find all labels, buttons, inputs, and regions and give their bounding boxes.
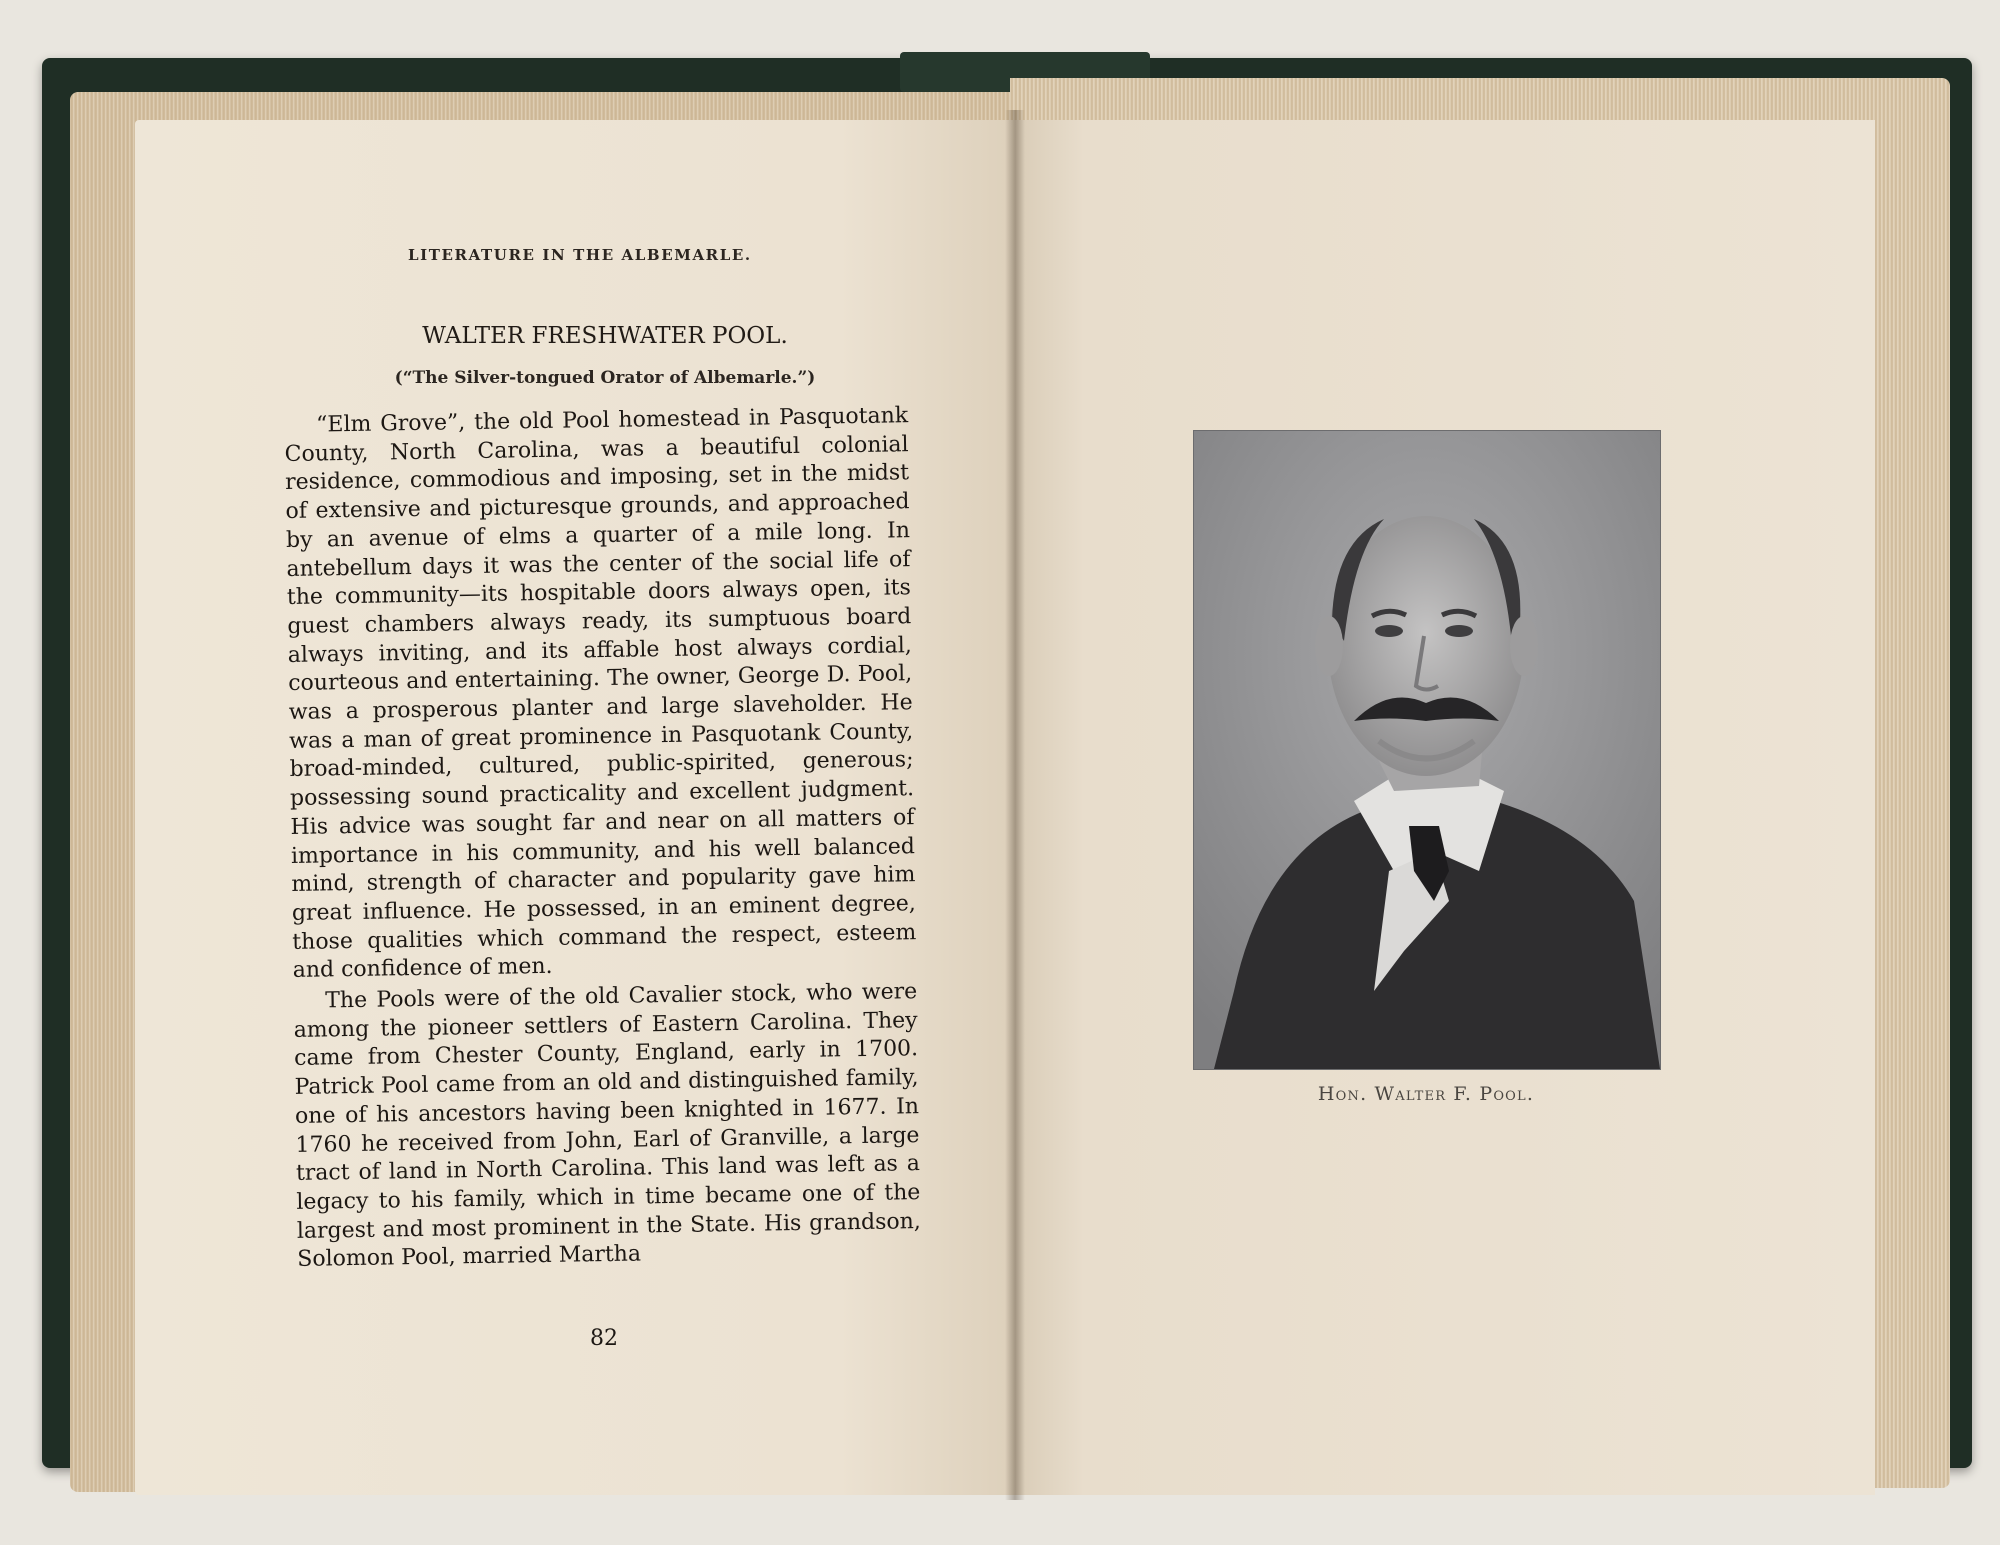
portrait-caption: Hon. Walter F. Pool. [1317,1083,1535,1105]
page-number: 82 [590,1326,618,1351]
paragraph: The Pools were of the old Cavalier stock, who were among the pioneer settlers of Eastern Carolina. They came from Chester County, England, early in 1700. Patrick Pool came from an old and distinguished family, one of his ancestors having been knighted in 1677. In 1760 he received from John, Earl of Granville, a large tract of land in North Carolina. This land was left as a legacy to his family, which in time became one of the largest and most prominent in the State. His grandson, Solomon Pool, married Martha [293,979,921,1273]
running-head: LITERATURE IN THE ALBEMARLE. [408,246,752,264]
paragraph: “Elm Grove”, the old Pool homestead in Pasquotank County, North Carolina, was a beautiful colonial residence, commodious and imposing, set in the midst of extensive and picturesque grounds, and approached by an avenue of elms a quarter of a mile long. In antebellum days it was the center of the social life of the community—its hospitable doors always open, its guest chambers always ready, its sumptuous board always inviting, and its affable host always cordial, courteous and entertaining. The owner, George D. Pool, was a prosperous planter and large slaveholder. He was a man of great prominence in Pasquotank County, broad-minded, cultured, public-spirited, generous; possessing sound practicality and excellent judgment. His advice was sought far and near on all matters of importance in his community, and his well balanced mind, strength of character and popularity gave him great influence. He possessed, in an eminent degree, those qualities which command the respect, esteem and confidence of men. [284,403,917,984]
chapter-title: WALTER FRESHWATER POOL. [422,323,788,349]
chapter-subtitle: (“The Silver-tongued Orator of Albemarle.”) [394,368,816,388]
portrait-illustration [1194,431,1660,1069]
portrait-photo [1193,430,1661,1070]
body-text [284,402,921,1275]
book-gutter [1005,110,1025,1500]
